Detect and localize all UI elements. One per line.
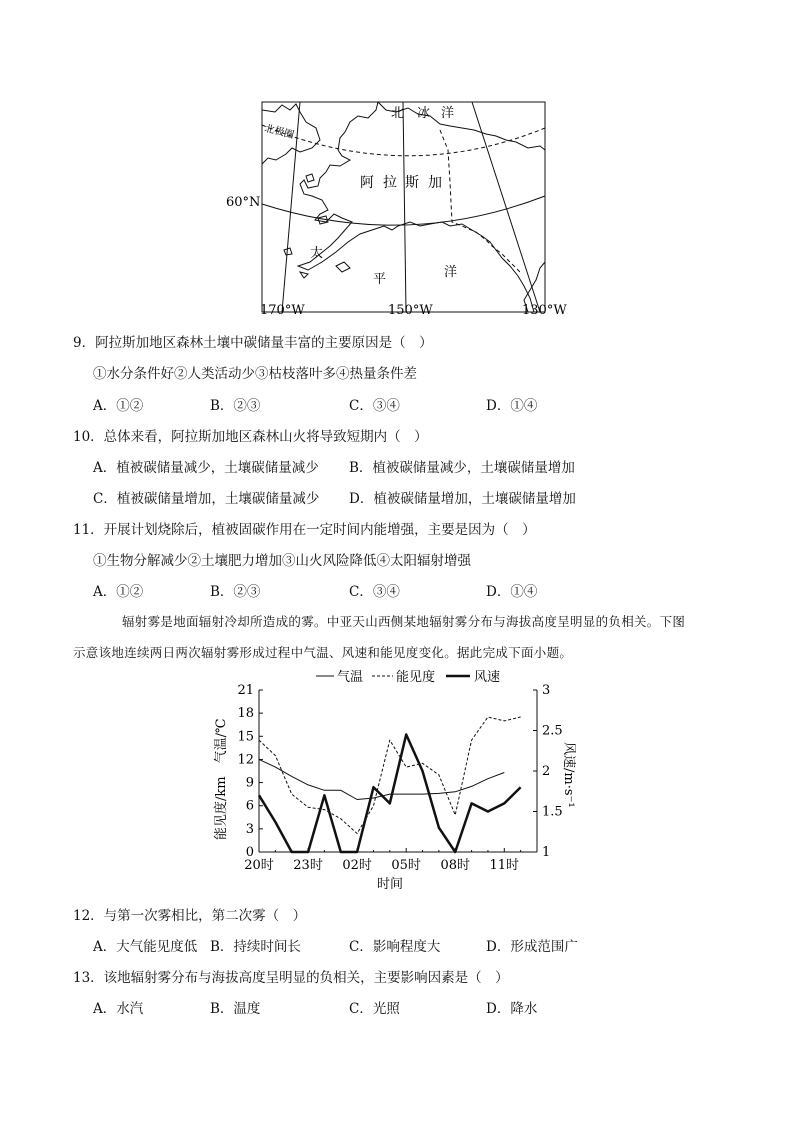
question-9-stem: 9．阿拉斯加地区森林土壤中碳储量丰富的主要原因是（ ） <box>73 335 433 351</box>
question-12-option-a[interactable]: A．大气能见度低 <box>93 939 198 955</box>
question-11-option-d[interactable]: D．①④ <box>486 584 538 600</box>
x-tick-label: 11时 <box>489 858 520 873</box>
pacific-label-2: 平 <box>373 272 387 287</box>
y-left-tick-label: 0 <box>245 845 254 860</box>
question-9-option-d[interactable]: D．①④ <box>486 398 538 414</box>
question-12-option-c[interactable]: C．影响程度大 <box>349 939 441 955</box>
passage-line-1: 辐射雾是地面辐射冷却所造成的雾。中亚天山西侧某地辐射雾分布与海拔高度呈明显的负相关。下图 <box>122 614 686 629</box>
longitude-150w-label: 150°W <box>388 303 433 318</box>
alaska-canada-border <box>440 130 520 272</box>
question-9-option-c[interactable]: C．③④ <box>349 398 400 414</box>
island-3 <box>300 272 308 278</box>
y-left-tick-label: 3 <box>245 821 254 837</box>
x-tick-label: 02时 <box>342 858 372 873</box>
question-11-option-c[interactable]: C．③④ <box>349 584 400 600</box>
question-12-stem: 12．与第一次雾相比，第二次雾（ ） <box>73 908 307 924</box>
question-13-option-c[interactable]: C．光照 <box>349 1001 400 1017</box>
y-left-axis-title: 能见度/km 气温/℃ <box>214 718 229 840</box>
region-label-4: 加 <box>428 175 442 191</box>
y-left-tick-label: 12 <box>237 752 254 768</box>
y-right-tick-label: 1.5 <box>542 804 563 820</box>
chart-legend <box>316 669 500 685</box>
question-12-option-b[interactable]: B．持续时间长 <box>210 939 301 955</box>
series-line-wind <box>259 735 521 853</box>
legend-label-wind: 风速 <box>474 670 501 685</box>
y-left-tick-label: 15 <box>237 729 254 745</box>
question-11-option-a[interactable]: A．①② <box>93 584 144 600</box>
region-label-1: 阿 <box>360 175 374 191</box>
series-line-visibility <box>259 717 521 834</box>
y-left-tick-label: 18 <box>237 706 254 722</box>
x-tick-label: 20时 <box>244 858 274 873</box>
y-left-tick-label: 21 <box>237 683 254 698</box>
ocean-label-1: 北 <box>391 106 405 121</box>
y-left-tick-label: 9 <box>245 775 254 791</box>
ocean-label-3: 洋 <box>441 106 455 121</box>
question-11-stem: 11．开展计划烧除后，植被固碳作用在一定时间内能增强，主要是因为（ ） <box>73 522 536 538</box>
question-13-option-b[interactable]: B．温度 <box>210 1001 261 1017</box>
longitude-130w-label: 130°W <box>522 303 567 318</box>
latitude-60n-label: 60°N <box>226 195 261 210</box>
question-9-option-b[interactable]: B．②③ <box>210 398 261 414</box>
pacific-label-1: 太 <box>310 246 324 261</box>
meridian-150w <box>403 102 406 312</box>
y-right-tick-label: 2 <box>542 764 551 779</box>
legend-label-visibility: 能见度 <box>396 670 436 685</box>
question-13-option-d[interactable]: D．降水 <box>486 1001 538 1017</box>
x-tick-label: 23时 <box>293 858 323 873</box>
island-4 <box>306 174 314 182</box>
question-10-option-c[interactable]: C．植被碳储量增加，土壤碳储量减少 <box>93 491 320 507</box>
alaska-map <box>0 0 794 330</box>
passage-line-2: 示意该地连续两日两次辐射雾形成过程中气温、风速和能见度变化。据此完成下面小题。 <box>73 645 573 660</box>
pacific-label-3: 洋 <box>444 265 458 280</box>
fog-chart <box>200 664 580 896</box>
y-right-tick-label: 1 <box>542 845 551 860</box>
question-9-items: ①水分条件好②人类活动少③枯枝落叶多④热量条件差 <box>93 366 417 382</box>
parallel-60n <box>262 196 545 225</box>
question-11-option-b[interactable]: B．②③ <box>210 584 261 600</box>
island-5 <box>284 248 292 255</box>
question-10-option-b[interactable]: B．植被碳储量减少，土壤碳储量增加 <box>349 460 575 476</box>
alaska-coast <box>298 102 534 312</box>
region-label-2: 拉 <box>383 175 397 191</box>
y-right-tick-label: 2.5 <box>542 723 563 739</box>
y-right-axis-title: 风速/m·s⁻¹ <box>561 742 576 808</box>
arctic-circle-label: 北极圈 <box>263 123 296 142</box>
question-10-stem: 10．总体来看，阿拉斯加地区森林山火将导致短期内（ ） <box>73 429 428 445</box>
question-13-stem: 13．该地辐射雾分布与海拔高度呈明显的负相关，主要影响因素是（ ） <box>73 970 509 986</box>
question-9-option-a[interactable]: A．①② <box>93 398 144 414</box>
x-tick-label: 05时 <box>391 858 421 873</box>
question-10-option-a[interactable]: A．植被碳储量减少，土壤碳储量减少 <box>93 460 319 476</box>
question-11-items: ①生物分解减少②土壤肥力增加③山火风险降低④太阳辐射增强 <box>93 553 471 569</box>
question-10-option-d[interactable]: D．植被碳储量增加，土壤碳储量增加 <box>349 491 576 507</box>
series-line-temp <box>259 759 504 799</box>
region-label-3: 斯 <box>405 175 419 191</box>
legend-label-temp: 气温 <box>337 670 364 685</box>
question-12-option-d[interactable]: D．形成范围广 <box>486 939 578 955</box>
x-tick-label: 08时 <box>440 858 471 873</box>
question-13-option-a[interactable]: A．水汽 <box>93 1001 144 1017</box>
ocean-label-2: 冰 <box>417 106 431 121</box>
y-right-tick-label: 3 <box>542 683 551 698</box>
x-axis-title: 时间 <box>377 877 404 892</box>
y-left-tick-label: 6 <box>245 798 254 814</box>
longitude-170w-label: 170°W <box>260 303 305 318</box>
island-2 <box>336 262 350 272</box>
